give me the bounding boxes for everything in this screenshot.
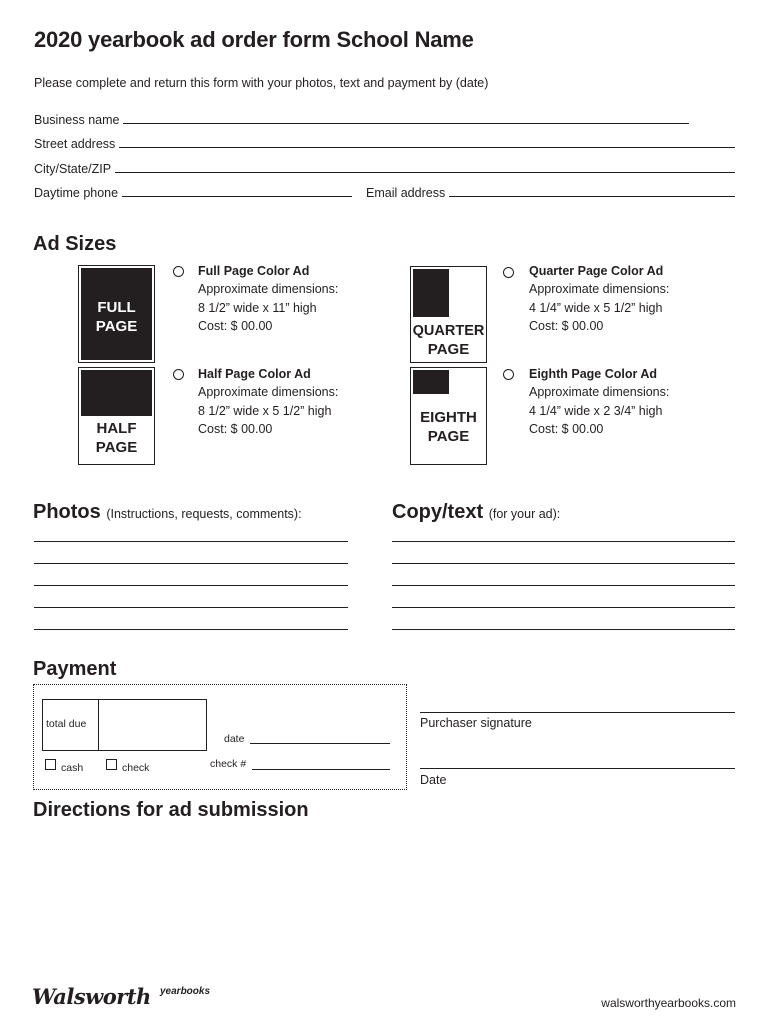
walsworth-logo: Walsworth	[32, 984, 151, 1009]
check-label: check	[122, 762, 150, 774]
payment-heading: Payment	[33, 658, 117, 680]
total-due-divider	[98, 699, 99, 751]
cash-checkbox[interactable]	[45, 759, 56, 770]
half-page-radio[interactable]	[173, 369, 184, 380]
full-page-cost: Cost: $ 00.00	[198, 318, 273, 333]
purchaser-signature-label: Purchaser signature	[420, 716, 532, 730]
photos-line[interactable]	[34, 585, 348, 586]
copy-line[interactable]	[392, 541, 735, 542]
quarter-page-dims: 4 1/4” wide x 5 1/2” high	[529, 300, 663, 315]
quarter-page-cost: Cost: $ 00.00	[529, 318, 604, 333]
photos-heading	[33, 501, 302, 524]
business-name-line[interactable]	[123, 123, 689, 124]
eighth-page-radio[interactable]	[503, 369, 514, 380]
photos-line[interactable]	[34, 563, 348, 564]
half-page-cost: Cost: $ 00.00	[198, 421, 273, 436]
half-page-dims: 8 1/2” wide x 5 1/2” high	[198, 403, 332, 418]
half-page-fill	[81, 370, 152, 416]
full-page-option	[198, 262, 338, 335]
business-name-field[interactable]	[34, 113, 689, 127]
street-address-field[interactable]	[34, 137, 735, 151]
copy-line[interactable]	[392, 629, 735, 630]
quarter-page-box-line2: PAGE	[427, 341, 470, 358]
quarter-page-fill	[413, 269, 449, 317]
email-address-field[interactable]	[366, 186, 735, 200]
check-number-line[interactable]	[252, 769, 390, 770]
copy-line[interactable]	[392, 585, 735, 586]
date-label: date	[224, 733, 245, 745]
eighth-page-diagram	[410, 367, 487, 465]
half-page-box-line1: HALF	[96, 420, 137, 437]
city-state-zip-field[interactable]	[34, 162, 735, 176]
directions-heading: Directions for ad submission	[33, 799, 309, 821]
half-page-diagram	[78, 367, 155, 465]
full-page-box-line1: FULL	[97, 299, 136, 316]
copy-line[interactable]	[392, 607, 735, 608]
eighth-page-fill	[413, 370, 449, 394]
ad-sizes-heading: Ad Sizes	[33, 233, 117, 255]
city-state-zip-line[interactable]	[115, 172, 735, 173]
photos-line[interactable]	[34, 629, 348, 630]
signature-line[interactable]	[420, 712, 735, 713]
photos-title: Photos	[33, 501, 101, 523]
check-checkbox[interactable]	[106, 759, 117, 770]
cash-label: cash	[61, 762, 84, 774]
full-page-name: Full Page Color Ad	[198, 264, 310, 278]
daytime-phone-line[interactable]	[122, 196, 352, 197]
intro-text: Please complete and return this form with your photos, text and payment by (date)	[34, 76, 489, 90]
eighth-page-option	[529, 365, 669, 438]
signature-date-label: Date	[420, 773, 447, 787]
eighth-page-box-line1: EIGHTH	[420, 409, 477, 426]
email-address-label: Email address	[366, 186, 446, 200]
quarter-page-option	[529, 262, 669, 335]
full-page-radio[interactable]	[173, 266, 184, 277]
photos-line[interactable]	[34, 607, 348, 608]
website-url: walsworthyearbooks.com	[601, 996, 736, 1010]
quarter-page-radio[interactable]	[503, 267, 514, 278]
quarter-page-diagram	[410, 266, 487, 363]
full-page-dim-label: Approximate dimensions:	[198, 282, 339, 297]
full-page-dims: 8 1/2” wide x 11” high	[198, 300, 317, 315]
eighth-page-dim-label: Approximate dimensions:	[529, 385, 670, 400]
walsworth-logo-sub: yearbooks	[160, 986, 211, 997]
daytime-phone-label: Daytime phone	[34, 186, 119, 200]
quarter-page-dim-label: Approximate dimensions:	[529, 282, 670, 297]
half-page-option	[198, 365, 338, 438]
street-address-label: Street address	[34, 137, 116, 151]
copy-subtitle: (for your ad):	[488, 507, 561, 521]
business-name-label: Business name	[34, 113, 120, 127]
daytime-phone-field[interactable]	[34, 186, 352, 200]
check-number-label: check #	[210, 758, 247, 770]
full-page-box-line2: PAGE	[95, 318, 138, 335]
copy-title: Copy/text	[392, 501, 484, 523]
half-page-dim-label: Approximate dimensions:	[198, 385, 339, 400]
photos-subtitle: (Instructions, requests, comments):	[106, 507, 302, 521]
photos-line[interactable]	[34, 541, 348, 542]
copy-heading	[392, 501, 560, 524]
copy-line[interactable]	[392, 563, 735, 564]
payment-box	[33, 684, 407, 790]
date-line[interactable]	[250, 743, 390, 744]
quarter-page-box-line1: QUARTER	[412, 323, 485, 339]
eighth-page-name: Eighth Page Color Ad	[529, 367, 658, 381]
street-address-line[interactable]	[119, 147, 735, 148]
half-page-name: Half Page Color Ad	[198, 367, 311, 381]
eighth-page-cost: Cost: $ 00.00	[529, 421, 604, 436]
full-page-diagram	[78, 265, 155, 363]
half-page-box-line2: PAGE	[95, 439, 138, 456]
eighth-page-box-line2: PAGE	[427, 428, 470, 445]
total-due-label: total due	[46, 718, 87, 730]
eighth-page-dims: 4 1/4” wide x 2 3/4” high	[529, 403, 663, 418]
email-address-line[interactable]	[449, 196, 735, 197]
quarter-page-name: Quarter Page Color Ad	[529, 264, 664, 278]
city-state-zip-label: City/State/ZIP	[34, 162, 112, 176]
signature-date-line[interactable]	[420, 768, 735, 769]
form-title: 2020 yearbook ad order form School Name	[34, 27, 474, 52]
